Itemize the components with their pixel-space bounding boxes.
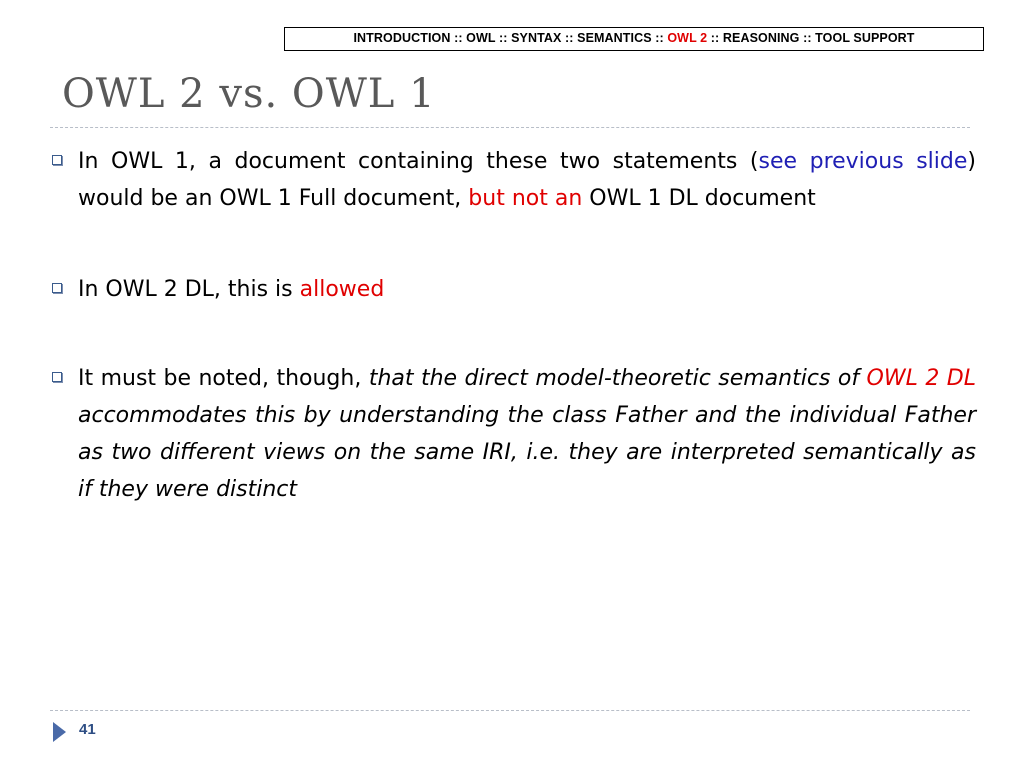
bullet-2-highlight: allowed [299,277,385,302]
checkbox-bullet-icon [52,283,62,293]
bullet-1-text-c: OWL 1 DL document [589,186,816,211]
nav-rest: :: REASONING :: TOOL SUPPORT [710,31,915,45]
nav-owl2-active: OWL 2 [667,31,708,45]
nav-intro: INTRODUCTION :: [353,31,463,45]
nav-semantics: SEMANTICS :: [577,31,664,45]
bullet-1-text-b: ) would be an OWL 1 Full document, [78,149,977,211]
bullet-3-text-a: It must be noted, though, [78,366,362,391]
bullet-1-text-a: In OWL 1, a document containing these two statements ( [78,149,759,174]
see-previous-slide-link[interactable]: see previous slide [758,149,968,174]
slide-content [48,143,976,508]
bullet-item-2 [48,271,976,308]
nav-owl: OWL :: [466,31,508,45]
title-divider [50,127,970,128]
bullet-3-italic-a: that the direct model-theoretic semantics of [368,366,860,391]
nav-syntax: SYNTAX :: [511,31,574,45]
footer-divider [50,710,970,711]
checkbox-bullet-icon [52,155,62,165]
bullet-1-highlight: but not an [468,186,583,211]
bullet-2-text: In OWL 2 DL, this is [78,277,293,302]
play-arrow-icon [53,722,66,742]
bullet-item-3 [48,360,976,508]
bullet-3-italic-b: accommodates this by understanding the class Father and the individual Father as two different views on the same IRI, i.e. they are interpreted semantically as if they were distinct [78,403,976,502]
bullet-3-highlight: OWL 2 DL [866,366,976,391]
bullet-item-1 [48,143,976,217]
checkbox-bullet-icon [52,372,62,382]
page-number: 41 [79,721,96,738]
breadcrumb-nav [284,27,984,51]
page-title: OWL 2 vs. OWL 1 [62,71,436,117]
